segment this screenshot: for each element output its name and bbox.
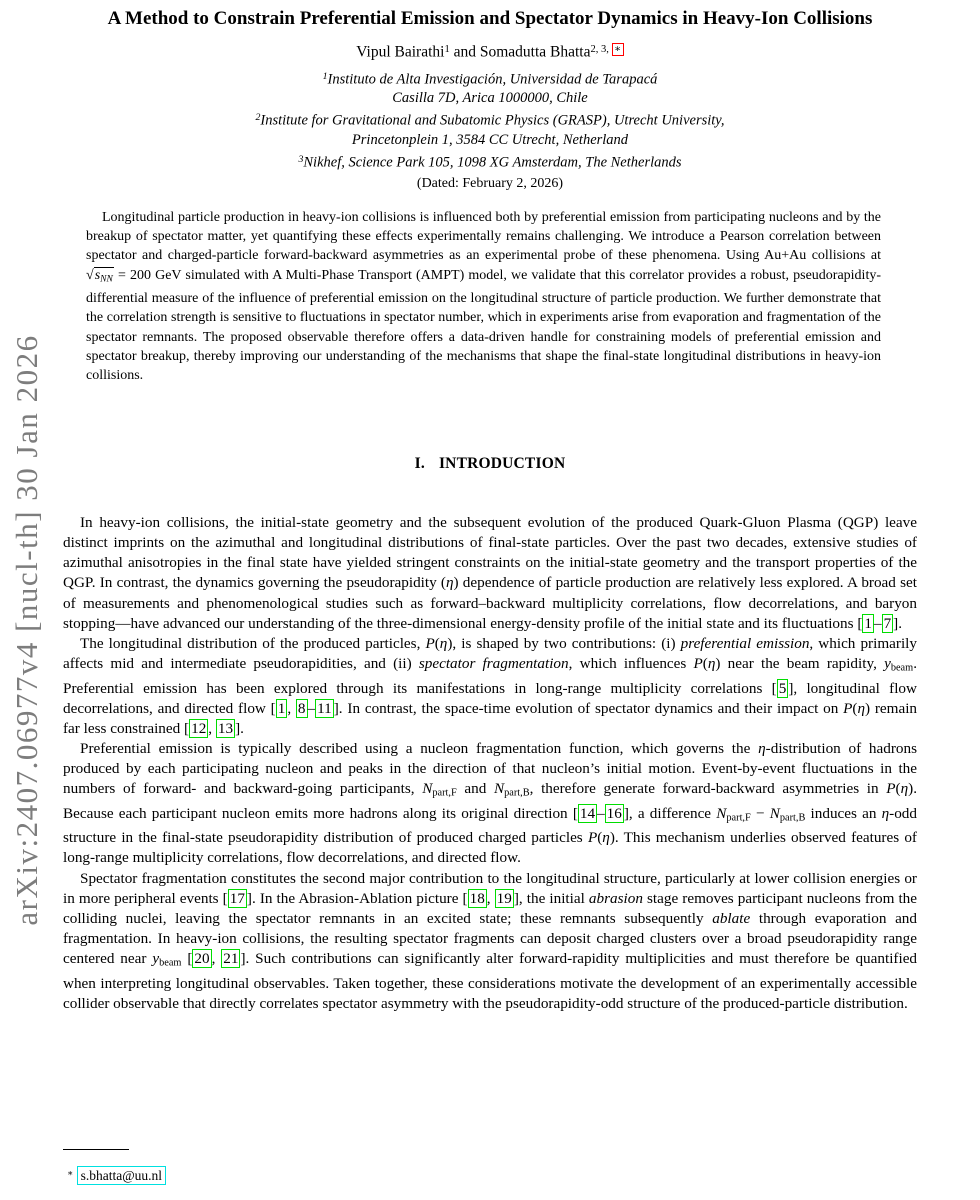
text-segment-sup: 1 — [322, 70, 328, 82]
text-segment-m: η — [445, 574, 454, 592]
citation-link[interactable]: 18 — [469, 889, 485, 907]
citation-link[interactable]: 12 — [191, 719, 207, 737]
text-segment-m: P — [843, 699, 853, 717]
affiliations — [63, 67, 917, 172]
text-segment-m: P — [425, 634, 435, 652]
affiliation-line-3: $^2$Institute for Gravitational and Subatomic Physics (GRASP), Utrecht University, — [255, 112, 725, 129]
citation-link[interactable]: 17 — [229, 889, 245, 907]
text-segment-m: N — [769, 804, 780, 822]
arxiv-watermark: arXiv:2407.06977v4 [nucl-th] 30 Jan 2026 — [9, 334, 44, 926]
text-segment-m: η — [602, 829, 610, 847]
text-segment-i: abrasion — [588, 889, 643, 907]
citation-link[interactable]: 16 — [606, 804, 622, 822]
text-segment-sup: 1 — [444, 44, 450, 55]
citation-link[interactable]: 8 — [297, 699, 306, 717]
citation-link[interactable]: 21 — [223, 949, 239, 967]
affiliation-line-4: Princetonplein 1, 3584 CC Utrecht, Netherland — [351, 131, 629, 148]
text-segment-i: spectator fragmentation — [418, 654, 569, 672]
citation-link[interactable]: 19 — [496, 889, 512, 907]
paper-title: A Method to Constrain Preferential Emission and Spectator Dynamics in Heavy-Ion Collisions — [107, 8, 873, 29]
footnote-rule — [63, 1149, 129, 1150]
text-segment-i: ablate — [712, 909, 751, 927]
text-segment-m: η — [881, 804, 890, 822]
text-segment-sub: beam — [159, 957, 182, 969]
affiliation-line-2: Casilla 7D, Arica 1000000, Chile — [392, 90, 588, 107]
text-segment-sqrt — [86, 267, 114, 283]
text-segment-sub: part,B — [779, 812, 806, 824]
abstract: Longitudinal particle production in heavy-ion collisions is influenced both by preferential emission from participating nucleons and by the breakup of spectator matter, yet quantifying these effects experimentally remains challenging. We introduce a Pearson correlation between spectator and charged-particle forward-backward asymmetries as an experimental probe of these phenomena. Using Au+Au collisions at √sNN = 200 GeV simulated with A Multi-Phase Transport (AMPT) model, we validate that this correlator provides a robust, pseudorapidity-differential measure of the influence of preferential emission on the longitudinal structure of particle production. We further demonstrate that the correlation strength is sensitive to fluctuations in spectator number, which in experiments arise from evaporation and fragmentation of the spectator remnants. The proposed observable therefore offers a data-driven handle for constraining models of preferential emission and spectator breakup, thereby improving our understanding of the mechanisms that shape the final-state longitudinal distributions in heavy-ion collisions. — [86, 210, 881, 383]
text-segment-sub: part,B — [504, 787, 530, 799]
text-segment-m: P — [587, 829, 598, 847]
text-segment-m: y — [884, 654, 891, 672]
citation-link[interactable]: 14 — [579, 804, 596, 822]
citation-link[interactable]: 7 — [883, 614, 892, 632]
paragraph-4: Spectator fragmentation constitutes the second major contribution to the longitudinal structure, particularly at lower collision energies or in more peripheral events [ 17 ]. In the Abrasion-Ablation picture [ 18 , 19 ], the initial abrasion stage removes participant nucleons from the colliding nuclei, leaving the spectator remnants in an excited state; these remnants subsequently ablate through evaporation and fragmentation. In heavy-ion collisions, the resulting spectator fragments can deposit charged clusters over a broad pseudorapidity range centered near ybeam [ 20 , 21 ]. Such contributions can significantly alter forward-rapidity multiplicities and must therefore be quantified when interpreting longitudinal observables. Taken together, these considerations motivate the development of an experimentally accessible collider observable that directly correlates spectator asymmetry with the pseudorapidity-odd structure of the produced-particle distribution. — [63, 869, 918, 1012]
introduction-body — [63, 513, 917, 1014]
text-segment-sup: ∗ — [67, 1168, 74, 1178]
text-segment-m: η — [707, 654, 716, 672]
citation-link[interactable]: 5 — [778, 679, 787, 697]
paragraph-3: Preferential emission is typically described using a nucleon fragmentation function, which governs the η-distribution of hadrons produced by each participating nucleon and peaks in the direction of that nucleon’s initial motion. Event-by-event fluctuations in the numbers of forward- and backward-going participants, Npart,F and Npart,B, therefore generate forward-backward asymmetries in P(η). Because each participant nucleon emits more hadrons along its original direction [ 14 – 16 ], a difference Npart,F − Npart,B induces an η-odd structure in the final-state pseudorapidity distribution of produced charged particles P(η). This mechanism underlies observed features of long-range multiplicity correlations, flow decorrelations, and directed flow. — [63, 739, 917, 867]
text-segment-m: N — [493, 780, 505, 797]
affiliation-line-1: $^1$Instituto de Alta Investigación, Universidad de Tarapacá — [322, 70, 658, 88]
text-segment-m: P — [693, 654, 703, 672]
text-segment-sub: beam — [890, 662, 914, 674]
text-segment-sub: part,F — [726, 812, 751, 824]
radical-sign: √ — [86, 267, 94, 283]
text-segment-m: N — [422, 780, 433, 797]
citation-link[interactable]: 1 — [864, 614, 872, 632]
radicand — [94, 267, 114, 283]
citation-link[interactable]: 11 — [317, 699, 332, 717]
text-segment-sup: 2, 3, — [590, 44, 612, 55]
section-heading — [63, 455, 917, 473]
text-segment-msub: NN — [100, 273, 113, 284]
text-segment-sup: 2 — [255, 112, 261, 124]
dated-line: (Dated: February 2, 2026) — [416, 176, 564, 191]
text-segment-m: N — [716, 804, 727, 822]
text-segment-m: η — [758, 739, 766, 757]
text-segment-sub: part,F — [432, 787, 457, 799]
paragraph-2: The longitudinal distribution of the produced particles, P(η), is shaped by two contributions: (i) preferential emission, which primarily affects mid and intermediate pseudorapidities, and (ii) spectator fragmentation, which influences P(η) near the beam rapidity, ybeam. Preferential emission has been explored through its manifestations in long-range multiplicity correlations [ 5 ], longitudinal flow decorrelations, and directed flow [ 1 , 8 – 11 ]. In contrast, the space-time evolution of spectator dynamics and their impact on P(η) remain far less constrained [ 12 , 13 ]. — [63, 634, 918, 737]
text-segment-m: η — [439, 634, 448, 652]
citation-link[interactable]: 13 — [217, 719, 234, 737]
citation-link[interactable]: 20 — [194, 949, 210, 967]
affiliation-line-5: $^3$Nikhef, Science Park 105, 1098 XG Amsterdam, The Netherlands — [298, 153, 682, 170]
footnote-email-line — [63, 1168, 917, 1184]
section-number: I. — [414, 455, 425, 473]
text-segment-m: P — [886, 780, 896, 797]
citation-link[interactable]: 1 — [277, 699, 286, 717]
email-link[interactable]: s.bhatta@uu.nl — [77, 1166, 166, 1185]
paper-content — [63, 0, 917, 1014]
author-line: Vipul Bairathi$^1$ and Somadutta Bhatta$^{2, 3,}$ ∗ — [63, 43, 917, 62]
text-segment-m: η — [857, 699, 865, 717]
section-title: INTRODUCTION — [438, 455, 566, 473]
text-segment-i: preferential emission — [680, 634, 810, 652]
text-segment-m: η — [900, 780, 909, 797]
text-segment-sup: 3 — [298, 153, 304, 165]
text-segment-m: s — [94, 267, 101, 283]
text-segment-m: y — [152, 949, 160, 967]
footnote — [63, 1149, 917, 1184]
paragraph-1: In heavy-ion collisions, the initial-state geometry and the subsequent evolution of the produced Quark-Gluon Plasma (QGP) leave distinct imprints on the azimuthal and longitudinal distributions of final-state particles. Over the past two decades, extensive studies of azimuthal anisotropies in the final state have yielded stringent constraints on the initial-state geometry and the transport properties of the QGP. In contrast, the dynamics governing the pseudorapidity (η) dependence of particle production are relatively less explored. A broad set of measurements and phenomenological studies such as forward–backward multiplicity correlations, flow decorrelations, and baryon stopping—have advanced our understanding of the three-dimensional energy-density profile of the initial state and its fluctuations [ 1 – 7 ]. — [63, 514, 917, 632]
text-segment-sup: ∗ — [612, 43, 624, 56]
